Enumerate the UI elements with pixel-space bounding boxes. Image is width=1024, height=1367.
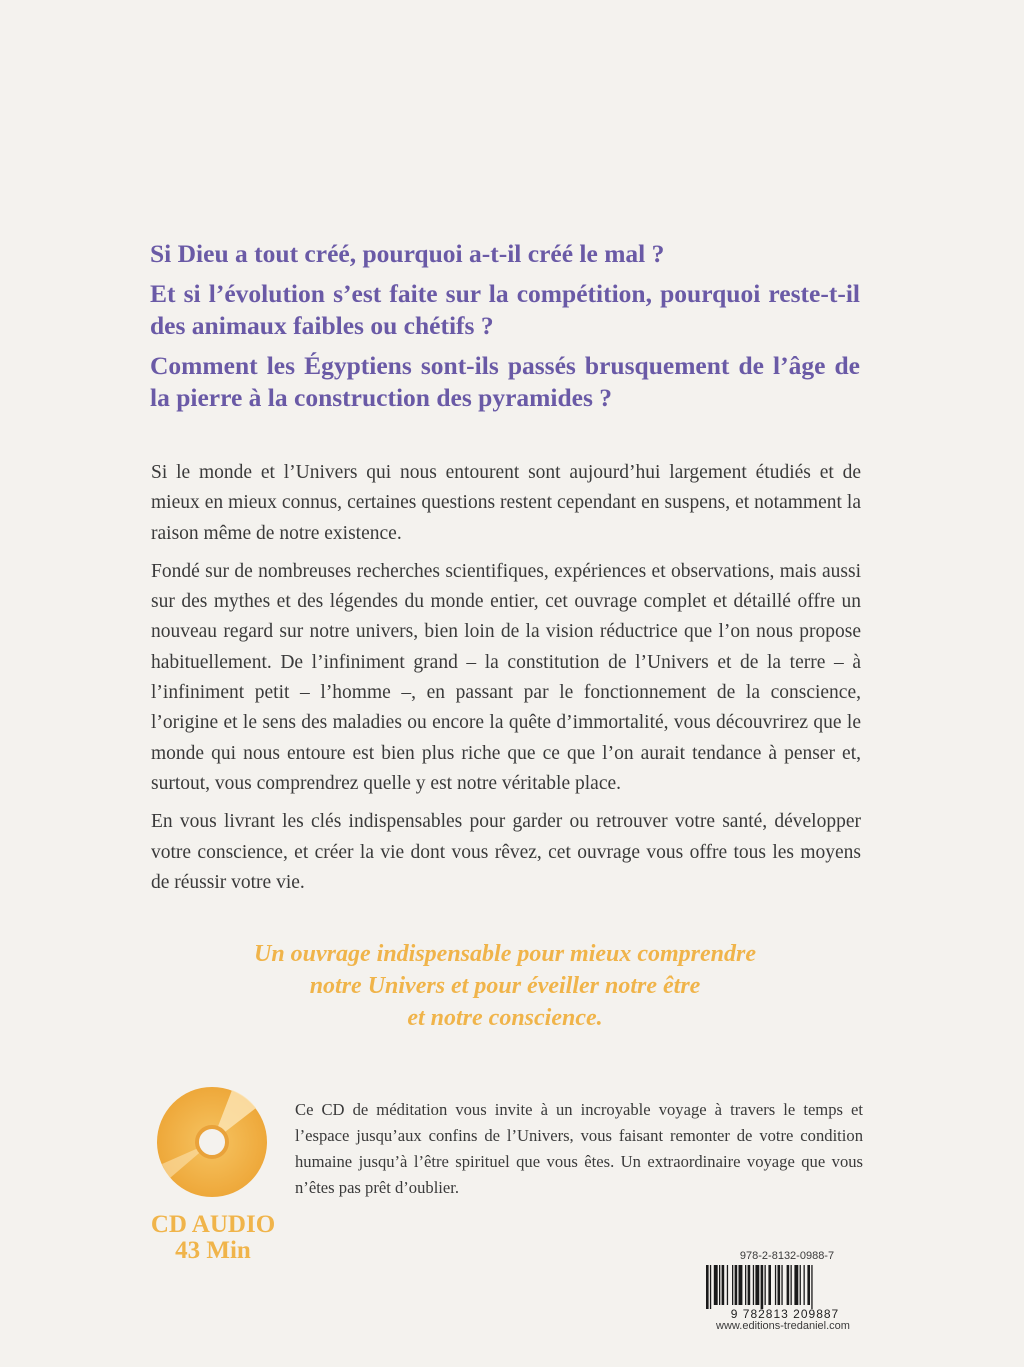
barcode-bar bbox=[804, 1265, 805, 1305]
barcode-bar bbox=[755, 1265, 759, 1305]
barcode-bar bbox=[735, 1265, 738, 1305]
barcode-bar bbox=[732, 1265, 733, 1305]
isbn-number: 978-2-8132-0988-7 bbox=[739, 1250, 835, 1262]
question-2: Et si l’évolution s’est faite sur la compétition, pourquoi reste-t-il des animaux faibles ou chétifs ? bbox=[150, 279, 860, 340]
cd-audio-label bbox=[148, 1212, 278, 1264]
tagline-line-3: et notre conscience. bbox=[407, 1005, 603, 1031]
barcode-bar bbox=[710, 1265, 711, 1309]
cd-label-line-1: CD AUDIO bbox=[150, 1211, 276, 1238]
barcode-bar bbox=[794, 1265, 798, 1305]
barcode-bar bbox=[739, 1265, 743, 1305]
publisher-website: www.editions-tredaniel.com bbox=[716, 1320, 850, 1332]
barcode-bar bbox=[727, 1265, 728, 1305]
question-3: Comment les Égyptiens sont-ils passés brusquement de l’âge de la pierre à la construction des pyramides ? bbox=[150, 351, 860, 412]
tagline bbox=[150, 938, 860, 1034]
cd-description: Ce CD de méditation vous invite à un incroyable voyage à travers le temps et l’espace jusqu’aux confins de l’Univers, vous faisant remonter de votre condition humaine jusqu’à l’être spirituel que vous êtes. Un extraordinaire voyage que vous n’êtes pas prêt d’oublier. bbox=[295, 1100, 863, 1197]
barcode-bar bbox=[706, 1265, 709, 1309]
paragraph-3: En vous livrant les clés indispensables pour garder ou retrouver votre santé, développer votre conscience, et créer la vie dont vous rêvez, cet ouvrage vous offre tous les moyens de réussir votre vie. bbox=[151, 811, 861, 893]
cd-disc-icon bbox=[156, 1086, 268, 1198]
barcode-bar bbox=[811, 1265, 812, 1309]
paragraph-1: Si le monde et l’Univers qui nous entourent sont aujourd’hui largement étudiés et de mieux en mieux connus, certaines questions restent cependant en suspens, et notamment la raison même de notre existence. bbox=[151, 462, 861, 544]
barcode-bar bbox=[753, 1265, 754, 1305]
cd-label-line-2: 43 Min bbox=[175, 1237, 251, 1264]
barcode-bar bbox=[800, 1265, 801, 1305]
barcode-digits: 9 782813 209887 bbox=[730, 1307, 840, 1320]
barcode-bar bbox=[719, 1265, 720, 1305]
barcode-bar bbox=[761, 1265, 764, 1309]
barcode-bar bbox=[775, 1265, 776, 1305]
barcode-bar bbox=[791, 1265, 792, 1305]
barcode-bar bbox=[722, 1265, 725, 1305]
question-1: Si Dieu a tout créé, pourquoi a-t-il créé le mal ? bbox=[150, 239, 665, 268]
barcode-bar bbox=[778, 1265, 781, 1305]
barcode-bar bbox=[768, 1265, 771, 1305]
barcode-bars bbox=[706, 1265, 813, 1309]
paragraph-2: Fondé sur de nombreuses recherches scientifiques, expériences et observations, mais aussi sur des mythes et des légendes du monde entier, cet ouvrage complet et détaillé offre un nouveau regard sur notre univers, bien loin de la vision réductrice que l’on nous propose habituellement. De l’infiniment grand – la constitution de l’Univers et de la terre – à l’infiniment petit – l’homme –, en passant par le fonctionnement de la conscience, l’origine et le sens des maladies ou encore la quête d’immortalité, vous découvrirez que le monde qui nous entoure est bien plus riche que ce que l’on aurait tendance à penser et, surtout, vous comprendrez quelle y est notre véritable place. bbox=[151, 560, 861, 794]
barcode-bar bbox=[765, 1265, 766, 1305]
description-block bbox=[151, 458, 861, 906]
barcode-bar bbox=[807, 1265, 810, 1305]
barcode-bar bbox=[714, 1265, 718, 1305]
barcode-bar bbox=[745, 1265, 746, 1305]
barcode-bar bbox=[781, 1265, 782, 1305]
barcode bbox=[700, 1265, 870, 1320]
barcode-bar bbox=[748, 1265, 751, 1305]
tagline-line-2: notre Univers et pour éveiller notre être bbox=[309, 973, 701, 999]
barcode-bar bbox=[787, 1265, 790, 1305]
tagline-line-1: Un ouvrage indispensable pour mieux comprendre bbox=[253, 941, 757, 967]
questions-block bbox=[150, 238, 860, 422]
